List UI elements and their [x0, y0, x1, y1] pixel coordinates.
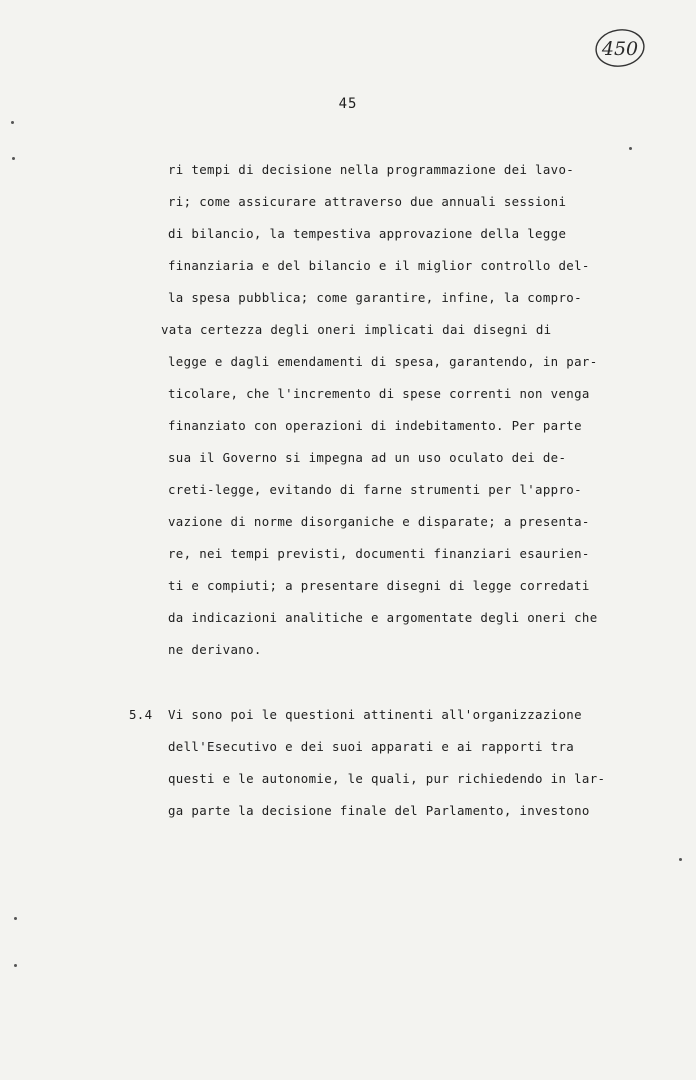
- text-line: la spesa pubblica; come garantire, infine, la compro-: [168, 290, 582, 305]
- page-number: 45: [338, 96, 358, 112]
- archive-stamp: [593, 26, 647, 70]
- text-line: creti-legge, evitando di farne strumenti per l'appro-: [168, 482, 582, 497]
- text-line: dell'Esecutivo e dei suoi apparati e ai rapporti tra: [168, 739, 575, 754]
- text-line: questi e le autonomie, le quali, pur richiedendo in lar-: [168, 771, 606, 786]
- text-line: vata certezza degli oneri implicati dai disegni di: [161, 322, 552, 337]
- scan-speck: [14, 917, 17, 920]
- text-line: ne derivano.: [168, 642, 262, 657]
- text-line: finanziaria e del bilancio e il miglior controllo del-: [168, 258, 590, 273]
- scan-speck: [11, 121, 14, 124]
- text-line: da indicazioni analitiche e argomentate degli oneri che: [168, 610, 598, 625]
- text-line: ticolare, che l'incremento di spese correnti non venga: [168, 386, 590, 401]
- text-line: ga parte la decisione finale del Parlamento, investono: [168, 803, 590, 818]
- text-line: ri tempi di decisione nella programmazione dei lavo-: [168, 162, 575, 177]
- text-line: finanziato con operazioni di indebitamento. Per parte: [168, 418, 582, 433]
- text-line: sua il Governo si impegna ad un uso oculato dei de-: [168, 450, 567, 465]
- text-line: vazione di norme disorganiche e disparate; a presenta-: [168, 514, 590, 529]
- section-number: 5.4: [129, 707, 153, 722]
- scan-speck: [12, 157, 15, 160]
- text-line: re, nei tempi previsti, documenti finanziari esaurien-: [168, 546, 590, 561]
- text-line: legge e dagli emendamenti di spesa, garantendo, in par-: [168, 354, 598, 369]
- text-line: ti e compiuti; a presentare disegni di legge corredati: [168, 578, 590, 593]
- scan-speck: [679, 858, 682, 861]
- archive-stamp-number: 450: [601, 38, 639, 60]
- scan-speck: [629, 147, 632, 150]
- text-line: ri; come assicurare attraverso due annuali sessioni: [168, 194, 567, 209]
- scan-speck: [14, 964, 17, 967]
- text-line: di bilancio, la tempestiva approvazione della legge: [168, 226, 567, 241]
- text-line: Vi sono poi le questioni attinenti all'organizzazione: [168, 707, 582, 722]
